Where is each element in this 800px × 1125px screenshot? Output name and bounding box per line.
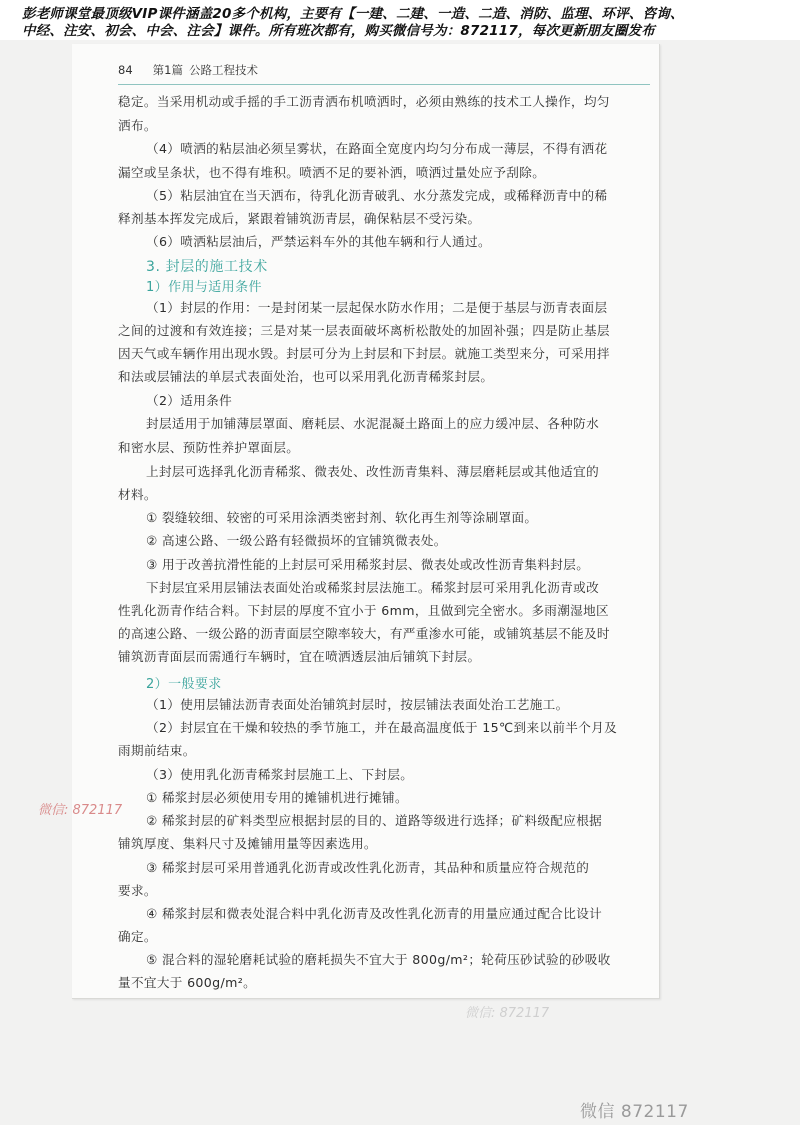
section-label: 公路工程技术 bbox=[188, 63, 258, 77]
running-header bbox=[118, 62, 258, 78]
section-heading: 3. 封层的施工技术 bbox=[146, 259, 268, 275]
page-number: 84 bbox=[118, 63, 133, 77]
text-line: （6）喷洒粘层油后，严禁运料车外的其他车辆和行人通过。 bbox=[146, 234, 491, 249]
text-line: （1）封层的作用：一是封闭某一层起保水防水作用；二是便于基层与沥青表面层 bbox=[146, 300, 608, 315]
text-line: 因天气或车辆作用出现水毁。封层可分为上封层和下封层。就施工类型来分，可采用拌 bbox=[118, 346, 610, 361]
list-item: ④ 稀浆封层和微表处混合料中乳化沥青及改性乳化沥青的用量应通过配合比设计 bbox=[146, 906, 603, 921]
banner-line-1: 彭老师课堂最顶级VIP课件涵盖20多个机构，主要有【一建、二建、一造、二造、消防、监理、环评、咨询、 bbox=[22, 6, 684, 22]
watermark-left: 微信: 872117 bbox=[38, 803, 123, 818]
list-item: ① 裂缝较细、较密的可采用涂洒类密封剂、软化再生剂等涂刷罩面。 bbox=[146, 510, 538, 525]
text-line: （1）使用层铺法沥青表面处治铺筑封层时，按层铺法表面处治工艺施工。 bbox=[146, 697, 569, 712]
text-line: 下封层宜采用层铺法表面处治或稀浆封层法施工。稀浆封层可采用乳化沥青或改 bbox=[146, 580, 600, 595]
text-line: 之间的过渡和有效连接；三是对某一层表面破坏离析松散处的加固补强；四是防止基层 bbox=[118, 323, 610, 338]
subsection-heading: 2）一般要求 bbox=[146, 677, 222, 692]
text-line: 性乳化沥青作结合料。下封层的厚度不宜小于 6mm，且做到完全密水。多雨潮湿地区 bbox=[118, 603, 609, 618]
text-line: （3）使用乳化沥青稀浆封层施工上、下封层。 bbox=[146, 767, 414, 782]
text-line: （5）粘层油宜在当天洒布，待乳化沥青破乳、水分蒸发完成，或稀释沥青中的稀 bbox=[146, 188, 608, 203]
part-label: 第1篇 bbox=[152, 63, 183, 77]
promo-banner bbox=[0, 0, 800, 40]
list-item: ③ 稀浆封层可采用普通乳化沥青或改性乳化沥青，其品种和质量应符合规范的 bbox=[146, 860, 590, 875]
text-line: 确定。 bbox=[118, 929, 157, 944]
text-line: 材料。 bbox=[118, 487, 157, 502]
watermark-bottom: 微信: 872117 bbox=[465, 1006, 550, 1021]
text-line: 铺筑沥青面层而需通行车辆时，宜在喷洒透层油后铺筑下封层。 bbox=[118, 649, 481, 664]
watermark-corner: 微信 872117 bbox=[580, 1102, 689, 1122]
text-line: （2）适用条件 bbox=[146, 393, 233, 408]
text-line: 和法或层铺法的单层式表面处治，也可以采用乳化沥青稀浆封层。 bbox=[118, 369, 494, 384]
text-line: 上封层可选择乳化沥青稀浆、微表处、改性沥青集料、薄层磨耗层或其他适宜的 bbox=[146, 464, 600, 479]
text-line: 洒布。 bbox=[118, 118, 157, 133]
list-item: ⑤ 混合料的湿轮磨耗试验的磨耗损失不宜大于 800g/m²；轮荷压砂试验的砂吸收 bbox=[146, 952, 611, 967]
text-line: 封层适用于加铺薄层罩面、磨耗层、水泥混凝土路面上的应力缓冲层、各种防水 bbox=[146, 416, 600, 431]
header-rule bbox=[118, 84, 650, 85]
text-line: 要求。 bbox=[118, 883, 157, 898]
list-item: ② 高速公路、一级公路有轻微损坏的宜铺筑微表处。 bbox=[146, 533, 447, 548]
text-line: 和密水层、预防性养护罩面层。 bbox=[118, 440, 300, 455]
banner-line-2: 中经、注安、初会、中会、注会】课件。所有班次都有，购买微信号为：872117，每次更新朋友圈发布 bbox=[22, 23, 655, 39]
text-line: 漏空或呈条状，也不得有堆积。喷洒不足的要补洒，喷洒过量处应予刮除。 bbox=[118, 165, 546, 180]
text-line: 释剂基本挥发完成后，紧跟着铺筑沥青层，确保粘层不受污染。 bbox=[118, 211, 481, 226]
text-line: 雨期前结束。 bbox=[118, 743, 196, 758]
list-item: ③ 用于改善抗滑性能的上封层可采用稀浆封层、微表处或改性沥青集料封层。 bbox=[146, 557, 590, 572]
list-item: ② 稀浆封层的矿料类型应根据封层的目的、道路等级进行选择；矿料级配应根据 bbox=[146, 813, 603, 828]
text-line: 铺筑厚度、集料尺寸及摊铺用量等因素选用。 bbox=[118, 836, 377, 851]
text-line: 的高速公路、一级公路的沥青面层空隙率较大，有严重渗水可能，或铺筑基层不能及时 bbox=[118, 626, 610, 641]
text-line: 量不宜大于 600g/m²。 bbox=[118, 975, 257, 990]
text-line: （2）封层宜在干燥和较热的季节施工，并在最高温度低于 15℃到来以前半个月及 bbox=[146, 720, 618, 735]
list-item: ① 稀浆封层必须使用专用的摊铺机进行摊铺。 bbox=[146, 790, 408, 805]
text-line: （4）喷洒的粘层油必须呈雾状，在路面全宽度内均匀分布成一薄层，不得有洒花 bbox=[146, 141, 608, 156]
subsection-heading: 1）作用与适用条件 bbox=[146, 280, 262, 295]
text-line: 稳定。当采用机动或手摇的手工沥青洒布机喷洒时，必须由熟练的技术工人操作，均匀 bbox=[118, 94, 610, 109]
